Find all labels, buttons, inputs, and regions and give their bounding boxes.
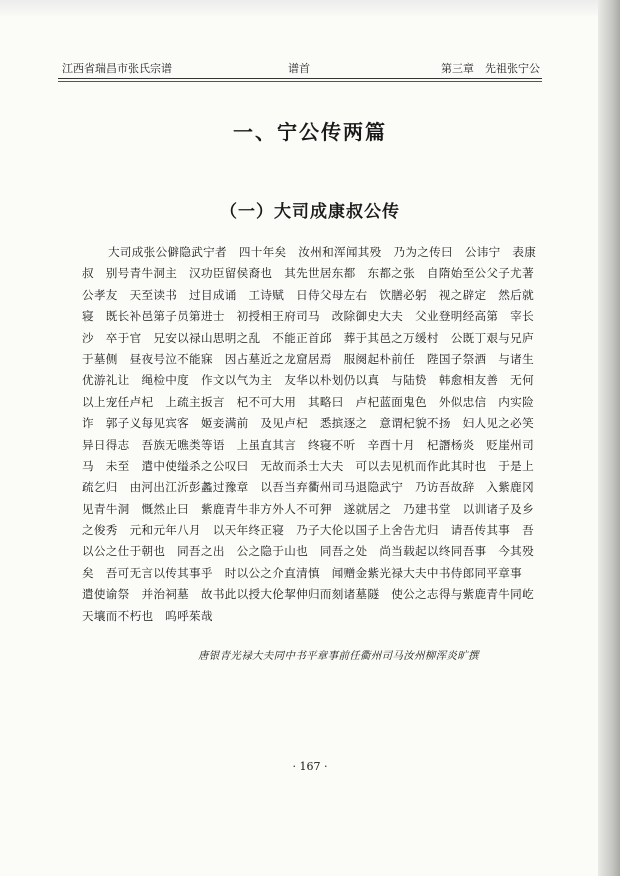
text-line: 矣 吾可无言以传其事乎 时以公之介直清慎 闻赠金紫光禄大夫中书侍郎同平章事	[82, 565, 523, 580]
text-line: 遣使谕祭 并治祠墓 故书此以授大伦挈伸归而刻诸墓隧 使公之志得与紫鹿青牛同屹	[82, 587, 534, 602]
text-line: 大司成张公僻隐武宁者 四十年矣 汝州和浑闻其殁 乃为之传曰 公讳宁 表康	[108, 245, 537, 259]
text-line: 以公之仕于朝也 同吾之出 公之隐于山也 同吾之处 尚当载起以终同吾事 今其殁	[82, 544, 534, 559]
running-header	[62, 58, 540, 76]
text-line: 诈 郭子义每见宾客 姬妾满前 及见卢杞 悉摈逐之 意谓杞貌不扬 妇人见之必笑	[82, 416, 534, 431]
biography-text	[84, 242, 550, 627]
header-rule	[58, 78, 542, 79]
text-line: 异日得志 吾族无噍类等语 上虽直其言 终寝不听 辛酉十月 杞譖杨炎 贬崖州司	[82, 437, 534, 452]
text-line: 以上宠任卢杞 上疏主扳言 杞不可大用 其略曰 卢杞蓝面鬼色 外似忠信 内实险	[82, 394, 534, 409]
text-line: 于墓侧 昼夜号泣不能寐 因占墓近之龙窟居焉 服阕起朴前任 陛国子祭酒 与诸生	[82, 351, 534, 366]
header-section: 谱首	[288, 62, 310, 75]
text-line: 优游礼让 绳检中度 作文以气为主 友华以朴划仍以真 与陆贽 韩愈相友善 无何	[82, 373, 534, 388]
text-line: 马 未至 遣中使缢杀之公叹曰 无故而杀士大夫 可以去见机而作此其时也 于是上	[82, 458, 534, 473]
page-number: · 167 ·	[292, 760, 328, 773]
text-line: 疏乞归 由河出江沂彭蠡过豫章 以吾当弃衢州司马退隐武宁 乃访吾故辞 入紫鹿冈	[82, 480, 534, 495]
text-line: 天壤而不朽也 呜呼茱哉	[82, 608, 213, 623]
page-title: 一、宁公传两篇	[233, 120, 387, 144]
header-book-title: 江西省瑞昌市张氏宗谱	[62, 62, 172, 75]
section-subtitle: （一）大司成康叔公传	[220, 202, 400, 222]
author-attribution: 唐银青光禄大夫同中书平章事前任衢州司马汝州柳浑炎旷撰	[198, 650, 479, 662]
text-line: 见青牛洞 慨然止曰 紫鹿青牛非方外人不可狎 遂就居之 乃建书堂 以训诸子及乡	[82, 501, 534, 516]
text-line: 公孝友 天至读书 过目成诵 工诗赋 日侍父母左右 饮膳必躬 视之辟定 然后就	[82, 287, 534, 302]
text-line: 沙 卒于官 兄安以禄山思明之乱 不能正首邱 葬于其邑之万缓村 公既丁艰与兄庐	[82, 330, 534, 345]
header-rule-thin	[58, 81, 542, 82]
scan-top-shadow	[0, 0, 620, 18]
text-line: 之俊秀 元和元年八月 以天年终正寝 乃子大伦以国子上舍告尤归 请吾传其事 吾	[82, 523, 534, 538]
header-chapter: 第三章 先祖张宁公	[441, 62, 540, 75]
text-line: 寝 既长补邑第子员第进士 初授相王府司马 改除御史大夫 父业登明经高第 宰长	[82, 309, 534, 324]
text-line: 叔 别号青牛洞主 汉功臣留侯裔也 其先世居东都 东都之张 自隋始至公父子尤著	[82, 266, 534, 281]
